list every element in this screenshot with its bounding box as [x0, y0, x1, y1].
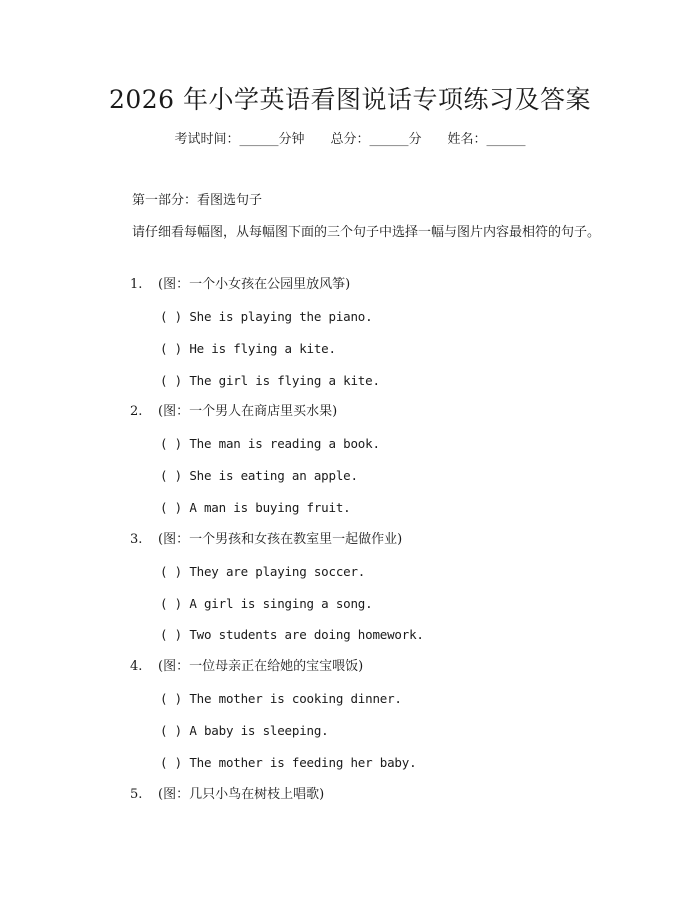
- question-number: 2.: [130, 404, 143, 419]
- option-1c: [160, 371, 380, 391]
- time-label: 考试时间：: [174, 132, 240, 147]
- question-number: 4.: [130, 659, 143, 674]
- option-1a: [160, 307, 372, 327]
- option-text: A man is buying fruit.: [189, 500, 351, 515]
- question-number: 1.: [130, 277, 143, 292]
- question-prompt: (图：一个男孩和女孩在教室里一起做作业): [158, 532, 403, 547]
- option-text: The man is reading a book.: [189, 436, 380, 451]
- option-text: The mother is cooking dinner.: [189, 691, 402, 706]
- option-text: They are playing soccer.: [189, 564, 366, 579]
- answer-paren[interactable]: ( ): [160, 341, 182, 356]
- question-5: [130, 785, 324, 805]
- answer-paren[interactable]: ( ): [160, 468, 182, 483]
- option-4c: [160, 753, 416, 773]
- option-text: The mother is feeding her baby.: [189, 755, 417, 770]
- answer-paren[interactable]: ( ): [160, 691, 182, 706]
- section-title: 第一部分：看图选句子: [132, 193, 263, 208]
- instruction-text: 请仔细看每幅图，从每幅图下面的三个句子中选择一幅与图片内容最相符的句子。: [132, 225, 601, 240]
- option-text: He is flying a kite.: [189, 341, 336, 356]
- question-prompt: (图：几只小鸟在树枝上唱歌): [158, 787, 325, 802]
- question-prompt: (图：一个男人在商店里买水果): [158, 404, 338, 419]
- answer-paren[interactable]: ( ): [160, 596, 182, 611]
- option-2c: [160, 498, 350, 518]
- answer-paren[interactable]: ( ): [160, 500, 182, 515]
- name-blank: ______: [486, 132, 526, 147]
- question-2: [130, 402, 337, 422]
- option-text: The girl is flying a kite.: [189, 373, 380, 388]
- exam-meta-line: [0, 130, 700, 150]
- option-3c: [160, 625, 424, 645]
- option-4a: [160, 689, 402, 709]
- name-label: 姓名：: [447, 132, 487, 147]
- page-title: 2026 年小学英语看图说话专项练习及答案: [108, 85, 592, 114]
- option-text: Two students are doing homework.: [189, 627, 424, 642]
- answer-paren[interactable]: ( ): [160, 755, 182, 770]
- option-2b: [160, 466, 358, 486]
- score-blank: ______: [369, 132, 409, 147]
- option-text: A girl is singing a song.: [189, 596, 373, 611]
- option-text: A baby is sleeping.: [189, 723, 329, 738]
- option-3a: [160, 562, 365, 582]
- option-4b: [160, 721, 329, 741]
- question-3: [130, 530, 402, 550]
- answer-paren[interactable]: ( ): [160, 564, 182, 579]
- question-4: [130, 657, 363, 677]
- question-prompt: (图：一个小女孩在公园里放风筝): [158, 277, 351, 292]
- time-blank: ______: [239, 132, 279, 147]
- answer-paren[interactable]: ( ): [160, 373, 182, 388]
- question-number: 5.: [130, 787, 143, 802]
- answer-paren[interactable]: ( ): [160, 723, 182, 738]
- option-2a: [160, 434, 380, 454]
- answer-paren[interactable]: ( ): [160, 627, 182, 642]
- option-text: She is eating an apple.: [189, 468, 358, 483]
- question-prompt: (图：一位母亲正在给她的宝宝喂饭): [158, 659, 364, 674]
- question-number: 3.: [130, 532, 143, 547]
- option-1b: [160, 339, 336, 359]
- time-unit: 分钟: [278, 132, 305, 147]
- option-text: She is playing the piano.: [189, 309, 373, 324]
- answer-paren[interactable]: ( ): [160, 436, 182, 451]
- option-3b: [160, 594, 372, 614]
- answer-paren[interactable]: ( ): [160, 309, 182, 324]
- question-1: [130, 275, 350, 295]
- score-unit: 分: [408, 132, 422, 147]
- score-label: 总分：: [330, 132, 370, 147]
